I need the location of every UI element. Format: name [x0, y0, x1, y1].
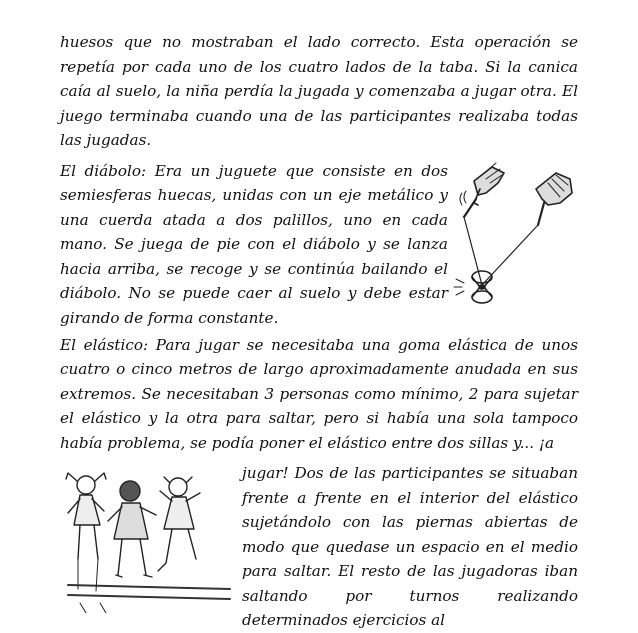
paragraph-elastico-intro: El elástico: Para jugar se necesitaba una goma elástica de unos cuatro o cinco metros de largo aproximadamente anudada en sus extremos. Se necesitaban 3 personas como mínimo, 2 para sujetar el elástico y la otra para saltar, pero si había una sola tampoco había problema, se podía poner el elástico entre dos sillas y... ¡a	[60, 335, 578, 452]
elastico-section	[60, 461, 578, 631]
paragraph-taba-ending: huesos que no mostraban el lado correcto. Esta operación se repetía por cada uno de los cuatro lados de la taba. Si la canica caía al suelo, la niña perdía la jugada y comenzaba a jugar otra. El juego terminaba cuando una de las participantes realizaba todas las jugadas.	[60, 33, 578, 149]
paragraph-diabolo: El diábolo: Era un juguete que consiste en dos semiesferas huecas, unidas con un eje metálico y una cuerda atada a dos palillos, uno en cada mano. Se juega de pie con el diábolo y se lanza hacia arriba, se recoge y se continúa bailando el diábolo. No se puede caer al suelo y debe estar girando de forma constante.	[60, 161, 448, 327]
elastic-game-illustration	[60, 463, 236, 613]
document-page	[60, 30, 578, 631]
diabolo-illustration	[452, 159, 578, 309]
diabolo-section	[60, 159, 578, 329]
paragraph-elastico-continuation: jugar! Dos de las participantes se situaban frente a frente en el interior del elástico sujetándolo con las piernas abiertas de modo que quedase un espacio en el medio para saltar. El resto de las jugadoras iban saltando por turnos realizando determinados ejercicios al	[242, 464, 578, 629]
